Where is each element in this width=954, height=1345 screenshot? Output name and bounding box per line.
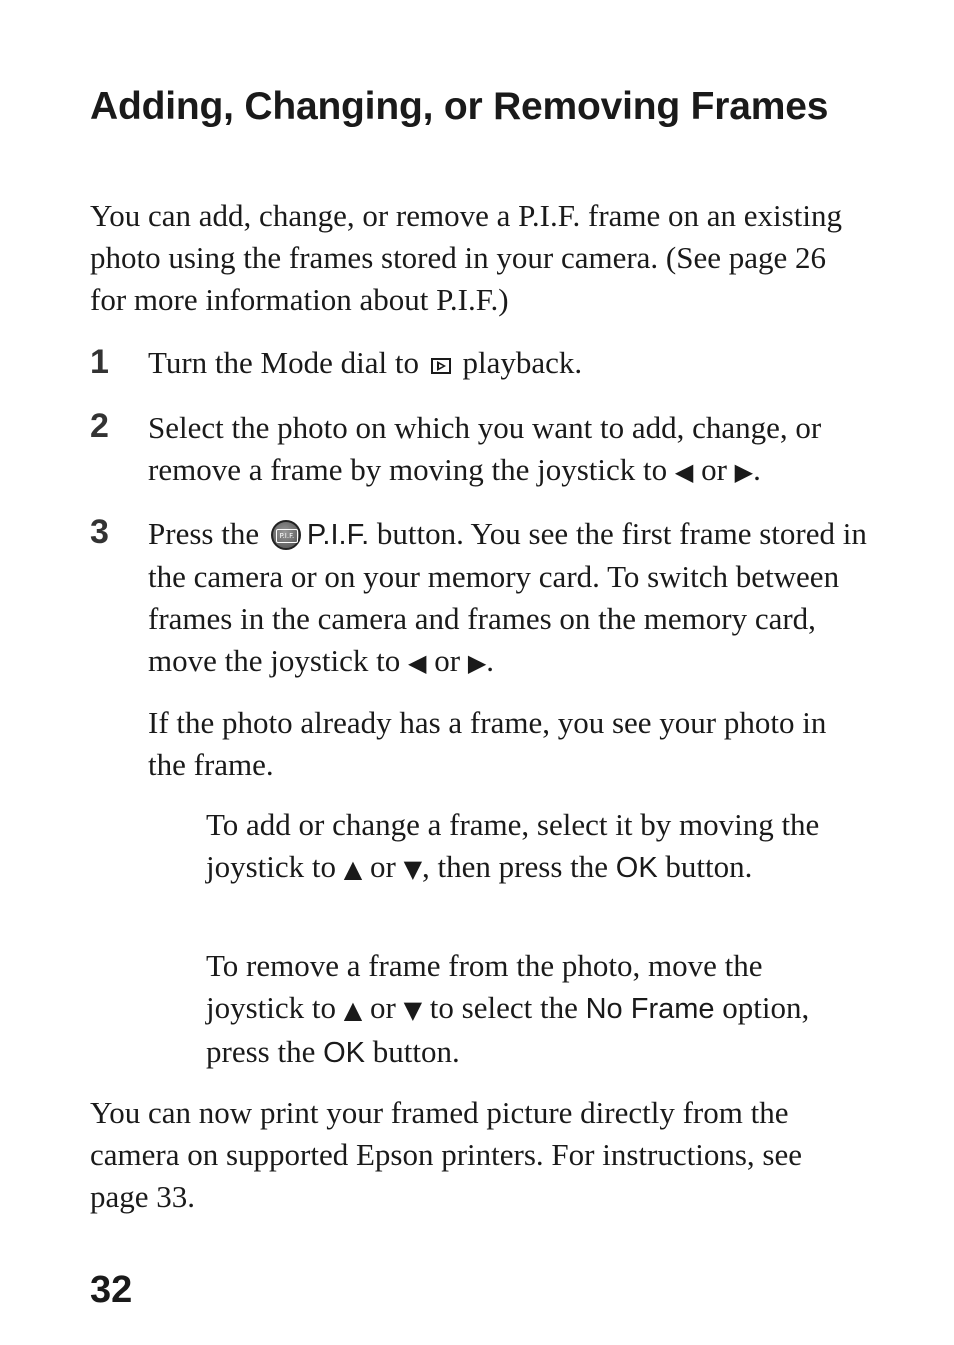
sub2-pre: To remove a frame from the photo, move the joystick to: [206, 948, 763, 1025]
left-arrow-icon: ◀: [674, 458, 694, 486]
step-1-number: 1: [90, 343, 109, 381]
step-1-pre: Turn the Mode dial to: [148, 345, 419, 380]
no-frame-option-label: No Frame: [585, 993, 715, 1025]
step-2-number: 2: [90, 407, 109, 445]
step-3-mid: button. You see the first frame stored in the camera or on your memory card. To switch between frames in the camera and frames on the memory card, move the joystick to: [148, 516, 867, 678]
pif-button-icon: [271, 520, 301, 550]
left-arrow-icon: ◀: [408, 649, 427, 677]
sub2-mid: to select the: [429, 990, 578, 1025]
sub2-mid2: option, press the: [206, 990, 810, 1069]
step-3-number: 3: [90, 513, 109, 551]
up-arrow-icon: ▲: [343, 996, 363, 1024]
down-arrow-icon: ▼: [403, 855, 423, 883]
step-1-post: playback.: [462, 345, 583, 380]
step-2-text: [148, 407, 868, 493]
ok-button-label: OK: [323, 1037, 365, 1069]
step-1-text: [148, 342, 868, 384]
step-3-or: or: [434, 643, 461, 678]
step-2-pre: Select the photo on which you want to add, change, or remove a frame by moving the joystick to: [148, 410, 822, 487]
sub2-or: or: [370, 990, 396, 1025]
right-arrow-icon: ▶: [734, 458, 754, 486]
step-2-or: or: [701, 452, 727, 487]
remove-instruction: [206, 945, 846, 1074]
sub1-or: or: [370, 849, 396, 884]
down-arrow-icon: ▼: [403, 996, 423, 1024]
sub1-end: button.: [665, 849, 753, 884]
step-2-end: .: [753, 452, 761, 487]
intro-paragraph: You can add, change, or remove a P.I.F. frame on an existing photo using the frames stored in your camera. (See page 26 for more information about P.I.F.): [90, 198, 842, 317]
step-3-pre: Press the: [148, 516, 260, 551]
sub2-end: button.: [372, 1034, 460, 1069]
ok-button-label: OK: [615, 852, 658, 884]
right-arrow-icon: ▶: [467, 649, 487, 677]
pif-icon-label: P.I.F.: [276, 529, 298, 543]
up-arrow-icon: ▲: [343, 855, 363, 883]
frame-note: If the photo already has a frame, you see your photo in the frame.: [148, 705, 827, 782]
step-3-text: [148, 513, 868, 684]
pif-button-label: P.I.F.: [306, 519, 370, 551]
sub1-pre: To add or change a frame, select it by moving the joystick to: [206, 807, 820, 884]
closing-paragraph: You can now print your framed picture directly from the camera on supported Epson printers. For instructions, see page 33.: [90, 1095, 802, 1214]
page-number: 32: [90, 1269, 133, 1311]
add-change-instruction: [206, 804, 846, 890]
section-heading: Adding, Changing, or Removing Frames: [90, 85, 829, 128]
playback-icon: [431, 358, 451, 374]
sub1-mid: , then press the: [422, 849, 609, 884]
step-3-end: .: [486, 643, 495, 678]
